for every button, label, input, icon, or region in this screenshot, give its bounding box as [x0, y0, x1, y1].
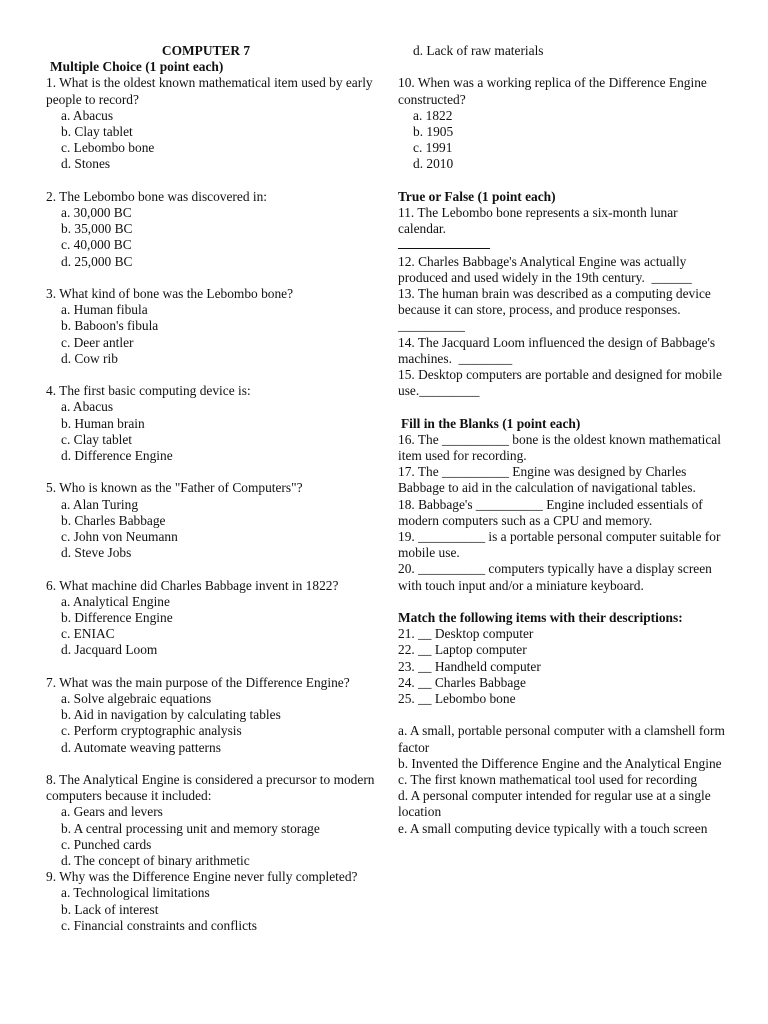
fill-item: 20. __________ computers typically have a display screen with touch input and/or a miniature keyboard.: [398, 561, 712, 593]
tf-statement: 14. The Jacquard Loom influenced the design of Babbage's machines. ________: [398, 334, 716, 366]
section-true-false: True or False (1 point each): [398, 188, 556, 204]
option: b. Baboon's fibula: [61, 318, 159, 334]
option: c. Financial constraints and conflicts: [61, 917, 257, 933]
option: a. 1822: [413, 107, 453, 123]
question-text: 8. The Analytical Engine is considered a precursor to modern computers because it included:: [46, 772, 375, 804]
fill-item: 19. __________ is a portable personal computer suitable for mobile use.: [398, 529, 721, 561]
question-8: [46, 772, 376, 869]
option: d. Stones: [61, 156, 111, 172]
option: a. Technological limitations: [61, 885, 210, 901]
match-description: d. A personal computer intended for regular use at a single location: [398, 788, 711, 820]
option: c. Punched cards: [61, 836, 152, 852]
option: d. Lack of raw materials: [413, 43, 544, 58]
option: b. Charles Babbage: [61, 512, 166, 528]
match-item: 22. __ Laptop computer: [398, 642, 527, 658]
question-text: 3. What kind of bone was the Lebombo bone?: [46, 286, 294, 302]
match-description: e. A small computing device typically with a touch screen: [398, 820, 708, 836]
option: c. Lebombo bone: [61, 140, 155, 156]
match-item: 23. __ Handheld computer: [398, 658, 541, 674]
option: a. Abacus: [61, 107, 114, 123]
fill-item: 16. The __________ bone is the oldest known mathematical item used for recording.: [398, 431, 721, 464]
question-5: [46, 480, 376, 561]
section-matching: Match the following items with their descriptions:: [398, 610, 683, 626]
option: b. Difference Engine: [61, 610, 173, 626]
option: d. Jacquard Loom: [61, 642, 158, 658]
option: d. Automate weaving patterns: [61, 739, 221, 755]
option: d. Cow rib: [61, 350, 118, 366]
option: a. Abacus: [61, 399, 114, 415]
option: c. 1991: [413, 140, 453, 156]
answer-blank[interactable]: [398, 237, 728, 253]
question-text: 5. Who is known as the "Father of Computers"?: [46, 480, 303, 496]
option: d. Difference Engine: [61, 448, 173, 464]
answer-blank[interactable]: ______: [651, 269, 692, 285]
option: a. Human fibula: [61, 302, 148, 318]
option: d. Steve Jobs: [61, 545, 132, 561]
question-text: 6. What machine did Charles Babbage invent in 1822?: [46, 577, 339, 593]
question-text: 10. When was a working replica of the Difference Engine constructed?: [398, 75, 707, 107]
option: d. 2010: [413, 156, 454, 172]
option: b. A central processing unit and memory storage: [61, 820, 320, 836]
option: b. Human brain: [61, 415, 145, 431]
section-multiple-choice: Multiple Choice (1 point each): [50, 59, 224, 75]
tf-statement: 15. Desktop computers are portable and designed for mobile use._________: [398, 367, 722, 399]
option: c. John von Neumann: [61, 529, 178, 545]
option: c. Clay tablet: [61, 431, 133, 447]
option: a. Analytical Engine: [61, 593, 170, 609]
match-description: c. The first known mathematical tool used for recording: [398, 772, 698, 788]
question-7: [46, 675, 376, 756]
option: a. Gears and levers: [61, 804, 163, 820]
tf-statement: 13. The human brain was described as a computing device because it can store, process, and produce responses. __________: [398, 286, 711, 334]
option: c. Perform cryptographic analysis: [61, 723, 242, 739]
option: c. ENIAC: [61, 626, 115, 642]
question-3: [46, 286, 376, 367]
match-item: 21. __ Desktop computer: [398, 626, 534, 642]
option: b. Clay tablet: [61, 124, 133, 140]
option: b. 35,000 BC: [61, 221, 133, 237]
question-text: 4. The first basic computing device is:: [46, 383, 251, 399]
option: b. Aid in navigation by calculating tables: [61, 707, 281, 723]
option: a. 30,000 BC: [61, 205, 132, 221]
question-text: 1. What is the oldest known mathematical item used by early people to record?: [46, 75, 373, 107]
question-2: [46, 189, 376, 270]
option: d. The concept of binary arithmetic: [61, 853, 250, 869]
section-fill-blanks: Fill in the Blanks (1 point each): [401, 415, 581, 431]
option: a. Solve algebraic equations: [61, 691, 212, 707]
tf-statement: 11. The Lebombo bone represents a six-month lunar calendar.: [398, 205, 678, 237]
answer-blank[interactable]: _________: [419, 383, 480, 399]
right-column: [398, 43, 728, 837]
question-1: [46, 75, 376, 172]
question-text: 2. The Lebombo bone was discovered in:: [46, 188, 268, 204]
answer-blank[interactable]: __________: [398, 318, 465, 334]
fill-item: 18. Babbage's __________ Engine included essentials of modern computers such as a CPU and memory.: [398, 496, 703, 528]
question-6: [46, 578, 376, 659]
option: c. 40,000 BC: [61, 237, 132, 253]
match-description: b. Invented the Difference Engine and the Analytical Engine: [398, 755, 722, 771]
option: d. 25,000 BC: [61, 253, 133, 269]
question-4: [46, 383, 376, 464]
fill-item: 17. The __________ Engine was designed by Charles Babbage to aid in the calculation of navigational tables.: [398, 464, 696, 496]
question-text: 9. Why was the Difference Engine never fully completed?: [46, 869, 358, 885]
left-column: [46, 43, 376, 934]
option: a. Alan Turing: [61, 496, 139, 512]
match-item: 24. __ Charles Babbage: [398, 674, 526, 690]
match-item: 25. __ Lebombo bone: [398, 691, 516, 707]
question-10: [398, 75, 728, 172]
match-description: a. A small, portable personal computer with a clamshell form factor: [398, 723, 725, 755]
option: b. Lack of interest: [61, 901, 159, 917]
tf-statement: 12. Charles Babbage's Analytical Engine was actually produced and used widely in the 19th century. ______: [398, 253, 692, 285]
option: c. Deer antler: [61, 334, 134, 350]
question-text: 7. What was the main purpose of the Difference Engine?: [46, 674, 350, 690]
option: b. 1905: [413, 124, 454, 139]
answer-blank[interactable]: ________: [458, 350, 513, 366]
document-title: COMPUTER 7: [161, 43, 251, 58]
question-9: [46, 869, 376, 934]
